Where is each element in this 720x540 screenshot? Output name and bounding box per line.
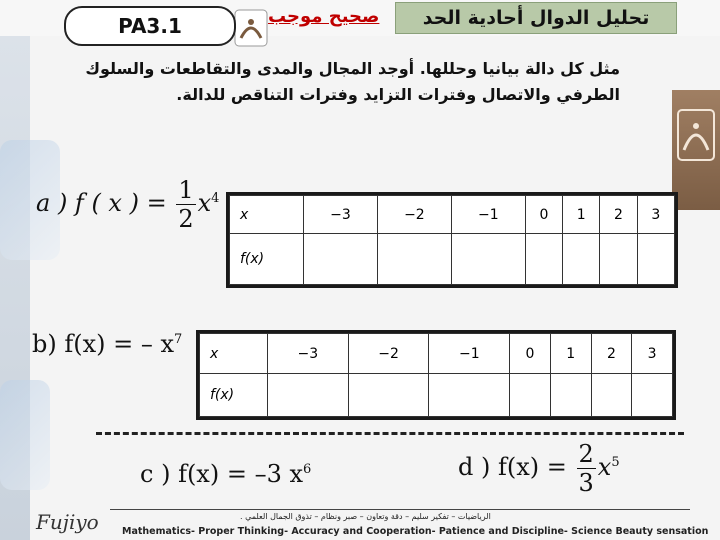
equation-c xyxy=(140,460,311,488)
equation-b-exponent: 7 xyxy=(174,332,183,347)
value-table-a-grid xyxy=(229,195,675,285)
equation-a-denominator: 2 xyxy=(178,205,194,233)
table-b-f-label: f(x) xyxy=(200,374,268,417)
table-b-x-cell: 1 xyxy=(550,334,591,374)
lesson-badge: PA3.1 xyxy=(64,6,236,46)
table-a-f-label: f(x) xyxy=(230,234,304,285)
table-b-f-cell[interactable] xyxy=(591,374,632,417)
footer-divider xyxy=(110,509,690,510)
equation-d xyxy=(458,440,620,497)
side-logo xyxy=(672,90,720,210)
value-table-a xyxy=(226,192,678,288)
table-b-f-cell[interactable] xyxy=(550,374,591,417)
table-a-x-label: x xyxy=(230,196,304,234)
table-a-x-cell: 1 xyxy=(563,196,600,234)
value-table-b xyxy=(196,330,676,420)
table-a-x-cell: 2 xyxy=(600,196,637,234)
equation-a-variable: x xyxy=(197,189,212,217)
table-b-x-cell: −2 xyxy=(348,334,429,374)
table-b-x-cell: 2 xyxy=(591,334,632,374)
equation-a-exponent: 4 xyxy=(211,191,220,206)
equation-d-numerator: 2 xyxy=(578,440,594,468)
table-b-x-cell: 0 xyxy=(510,334,551,374)
table-a-x-cell: 0 xyxy=(525,196,562,234)
equation-d-prefix: d ) f(x) = xyxy=(458,453,567,481)
table-b-x-label: x xyxy=(200,334,268,374)
page-title: تحليل الدوال أحادية الحد xyxy=(395,2,677,34)
table-b-x-cell: −1 xyxy=(429,334,510,374)
table-b-f-cell[interactable] xyxy=(429,374,510,417)
signature: Fujiyo xyxy=(36,510,99,534)
equation-d-denominator: 3 xyxy=(578,469,594,497)
equation-b-prefix: b) f(x) = – x xyxy=(32,330,175,358)
table-a-f-cell[interactable] xyxy=(563,234,600,285)
table-a-f-cell[interactable] xyxy=(600,234,637,285)
table-a-f-cell[interactable] xyxy=(637,234,674,285)
table-b-f-cell[interactable] xyxy=(510,374,551,417)
instruction-line-1: مثل كل دالة بيانيا وحللها. أوجد المجال والمدى والتقاطعات والسلوك xyxy=(85,59,620,78)
table-a-x-cell: −3 xyxy=(304,196,378,234)
equation-d-exponent: 5 xyxy=(611,455,620,470)
section-divider xyxy=(96,432,684,435)
instruction-line-2: الطرفي والاتصال وفترات التزايد وفترات التناقص للدالة. xyxy=(176,85,620,104)
table-a-x-cell: −2 xyxy=(377,196,451,234)
table-b-f-cell[interactable] xyxy=(348,374,429,417)
table-b-x-cell: 3 xyxy=(632,334,673,374)
equation-a-prefix: a ) f ( x ) = xyxy=(36,189,167,217)
equation-a-fraction xyxy=(176,176,195,233)
subtitle-correct-positive: صحيح موجب xyxy=(268,6,380,27)
background-shape xyxy=(0,380,50,490)
table-b-f-cell[interactable] xyxy=(268,374,349,417)
table-b-f-cell[interactable] xyxy=(632,374,673,417)
equation-a xyxy=(36,176,219,233)
table-a-x-cell: 3 xyxy=(637,196,674,234)
equation-d-fraction xyxy=(577,440,596,497)
footer-arabic-motto: الرياضيات – تفكير سليم – دقة وتعاون – صبر ونظام – تذوق الجمال العلمي . xyxy=(240,512,491,521)
table-a-f-cell[interactable] xyxy=(304,234,378,285)
equation-a-numerator: 1 xyxy=(178,176,194,204)
table-a-f-cell[interactable] xyxy=(525,234,562,285)
instructions xyxy=(20,56,620,108)
logo-icon xyxy=(233,8,269,48)
equation-c-prefix: c ) f(x) = –3 x xyxy=(140,460,304,488)
table-a-f-cell[interactable] xyxy=(451,234,525,285)
table-b-x-cell: −3 xyxy=(268,334,349,374)
value-table-b-grid xyxy=(199,333,673,417)
equation-d-variable: x xyxy=(597,453,612,481)
table-a-x-cell: −1 xyxy=(451,196,525,234)
table-a-f-cell[interactable] xyxy=(377,234,451,285)
reading-logo-icon xyxy=(672,90,720,210)
equation-b xyxy=(32,330,182,358)
footer-english-motto: Mathematics- Proper Thinking- Accuracy and Cooperation- Patience and Discipline- Science Beauty sensation xyxy=(122,526,709,537)
equation-c-exponent: 6 xyxy=(303,462,312,477)
